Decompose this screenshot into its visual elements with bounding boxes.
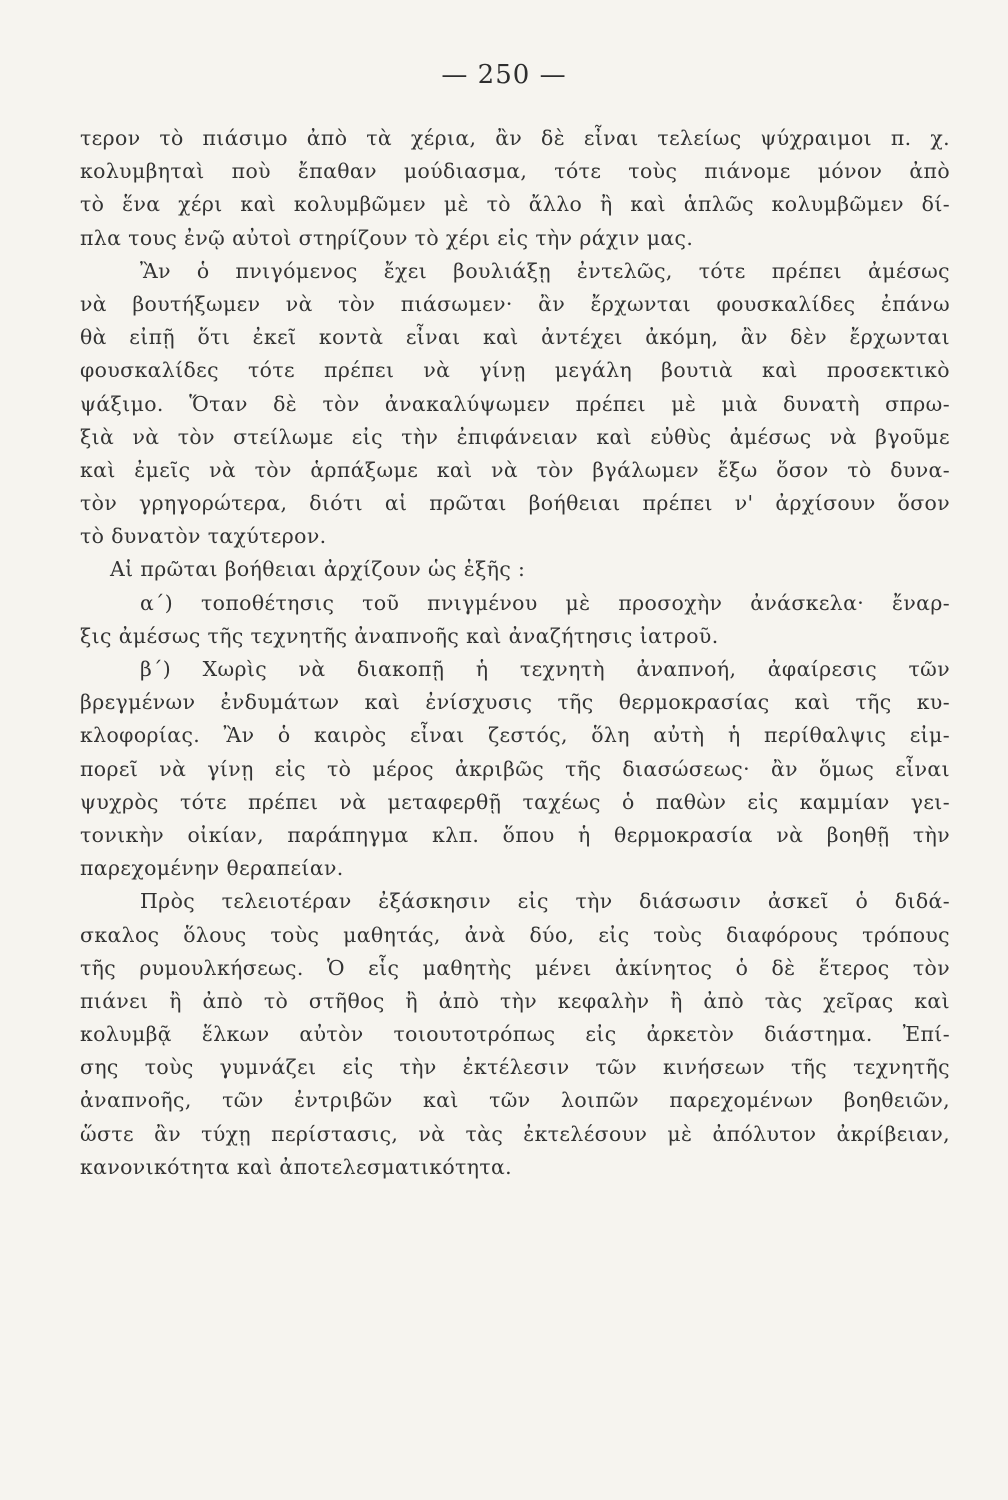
text-line: ξιὰ νὰ τὸν στείλωμε εἰς τὴν ἐπιφάνειαν καὶ εὐθὺς ἀμέσως νὰ βγοῦμε [80, 424, 950, 449]
text-line: β΄) Χωρὶς νὰ διακοπῇ ἡ τεχνητὴ ἀναπνοή, ἀφαίρεσις τῶν [140, 657, 950, 681]
text-line: σκαλος ὅλους τοὺς μαθητάς, ἀνὰ δύο, εἰς τοὺς διαφόρους τρόπους [80, 922, 950, 947]
text-line: τὸ ἕνα χέρι καὶ κολυμβῶμεν μὲ τὸ ἄλλο ἢ καὶ ἁπλῶς κολυμβῶμεν δί- [80, 192, 950, 217]
text-line: κλοφορίας. Ἂν ὁ καιρὸς εἶναι ζεστός, ὅλη αὐτὴ ἡ περίθαλψις εἰμ- [80, 723, 950, 748]
text-line: Αἱ πρῶται βοήθειαι ἀρχίζουν ὡς ἑξῆς : [110, 557, 526, 582]
text-line: ψάξιμο. Ὅταν δὲ τὸν ἀνακαλύψωμεν πρέπει μὲ μιὰ δυνατὴ σπρω- [80, 391, 950, 416]
text-line: πορεῖ νὰ γίνῃ εἰς τὸ μέρος ἀκριβῶς τῆς διασώσεως· ἂν ὅμως εἶναι [80, 756, 950, 781]
text-line: βρεγμένων ἐνδυμάτων καὶ ἐνίσχυσις τῆς θερμοκρασίας καὶ τῆς κυ- [80, 690, 950, 715]
text-line: κολυμβηταὶ ποὺ ἔπαθαν μούδιασμα, τότε τοὺς πιάνομε μόνον ἀπὸ [80, 159, 950, 184]
text-line: ψυχρὸς τότε πρέπει νὰ μεταφερθῇ ταχέως ὁ παθὼν εἰς καμμίαν γει- [80, 789, 950, 814]
text-line: φουσκαλίδες τότε πρέπει νὰ γίνῃ μεγάλη βουτιὰ καὶ προσεκτικὸ [80, 358, 950, 383]
text-line: ὥστε ἂν τύχῃ περίστασις, νὰ τὰς ἐκτελέσουν μὲ ἀπόλυτον ἀκρίβειαν, [80, 1121, 950, 1146]
body-text [80, 122, 950, 1184]
page-number: — 250 — [441, 60, 567, 90]
text-line: πλα τους ἐνῷ αὐτοὶ στηρίζουν τὸ χέρι εἰς τὴν ράχιν μας. [80, 225, 694, 250]
text-line: τὸ δυνατὸν ταχύτερον. [80, 524, 327, 549]
text-line: Πρὸς τελειοτέραν ἐξάσκησιν εἰς τὴν διάσωσιν ἀσκεῖ ὁ διδά- [140, 889, 950, 914]
text-line: σης τοὺς γυμνάζει εἰς τὴν ἐκτέλεσιν τῶν κινήσεων τῆς τεχνητῆς [80, 1055, 950, 1080]
text-line: Ἂν ὁ πνιγόμενος ἔχει βουλιάξῃ ἐντελῶς, τότε πρέπει ἀμέσως [140, 258, 950, 283]
text-line: τὸν γρηγορώτερα, διότι αἱ πρῶται βοήθειαι πρέπει ν' ἀρχίσουν ὅσον [80, 491, 950, 516]
text-line: πιάνει ἢ ἀπὸ τὸ στῆθος ἢ ἀπὸ τὴν κεφαλὴν ἢ ἀπὸ τὰς χεῖρας καὶ [80, 988, 950, 1013]
text-line: ἀναπνοῆς, τῶν ἐντριβῶν καὶ τῶν λοιπῶν παρεχομένων βοηθειῶν, [80, 1088, 950, 1113]
text-line: ξις ἀμέσως τῆς τεχνητῆς ἀναπνοῆς καὶ ἀναζήτησις ἰατροῦ. [80, 623, 719, 648]
text-line: νὰ βουτήξωμεν νὰ τὸν πιάσωμεν· ἂν ἔρχωνται φουσκαλίδες ἐπάνω [80, 291, 950, 316]
text-line: τερον τὸ πιάσιμο ἀπὸ τὰ χέρια, ἂν δὲ εἶναι τελείως ψύχραιμοι π. χ. [80, 126, 950, 150]
text-line: θὰ εἰπῇ ὅτι ἐκεῖ κοντὰ εἶναι καὶ ἀντέχει ἀκόμη, ἂν δὲν ἔρχωνται [80, 325, 950, 350]
text-line: καὶ ἐμεῖς νὰ τὸν ἁρπάξωμε καὶ νὰ τὸν βγάλωμεν ἔξω ὅσον τὸ δυνα- [80, 457, 950, 482]
text-line: τῆς ρυμουλκήσεως. Ὁ εἷς μαθητὴς μένει ἀκίνητος ὁ δὲ ἕτερος τὸν [80, 955, 950, 980]
text-line: παρεχομένην θεραπείαν. [80, 856, 344, 881]
text-line: κανονικότητα καὶ ἀποτελεσματικότητα. [80, 1154, 513, 1179]
text-line: α΄) τοποθέτησις τοῦ πνιγμένου μὲ προσοχὴν ἀνάσκελα· ἔναρ- [140, 590, 950, 615]
text-line: κολυμβᾷ ἕλκων αὐτὸν τοιουτοτρόπως εἰς ἀρκετὸν διάστημα. Ἐπί- [80, 1022, 950, 1047]
text-line: τονικὴν οἰκίαν, παράπηγμα κλπ. ὅπου ἡ θερμοκρασία νὰ βοηθῇ τὴν [80, 822, 950, 847]
